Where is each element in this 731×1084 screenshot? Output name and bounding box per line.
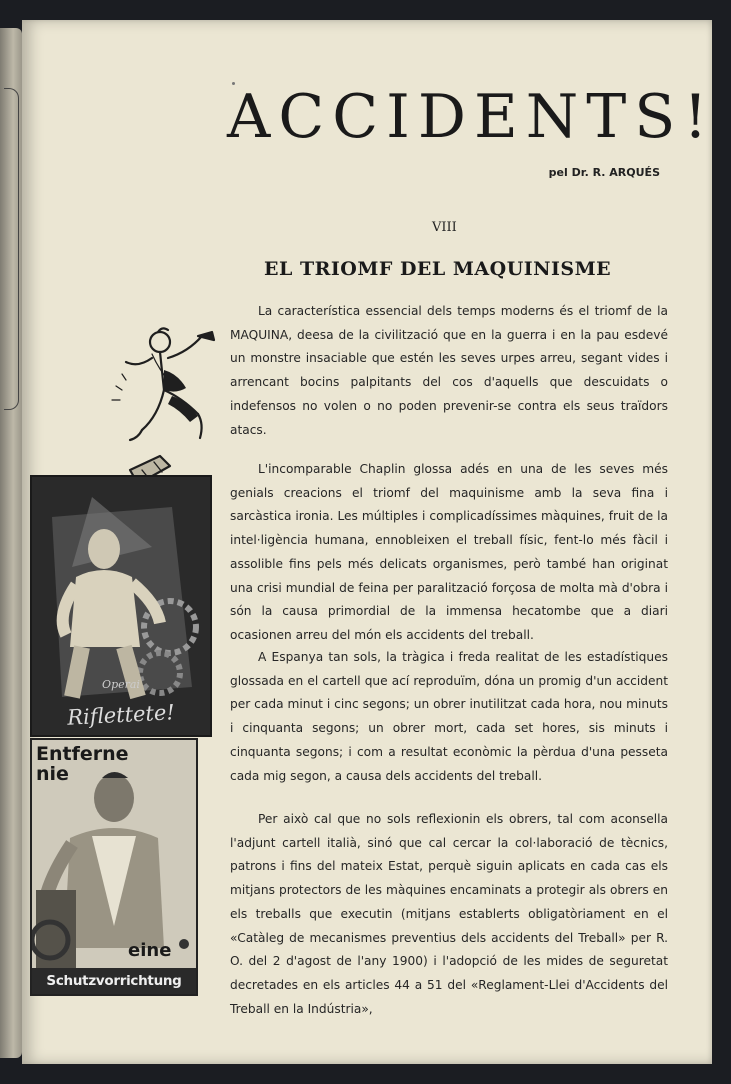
poster2-word: eine bbox=[128, 940, 172, 961]
article-title: ACCIDENTS! bbox=[227, 82, 716, 152]
paragraph: Per això cal que no sols reflexionin els obrers, tal com aconsella l'adjunt cartell italià, sinó que cal cercar la col·laboració de tècnics, patrons i fins del mateix Estat, perquè siguin aplicats en cada cas els mitjans protectors de les màquines encaminats a protegir als obrers en els treballs que executin (mitjans establerts obligatòriament en el «Catàleg de mecanismes preventius dels accidents del Treball» per R. O. del 2 d'agost de l'any 1900) i l'adopció de les mides de seguretat decretades en els articles 44 a 51 del «Reglament-Llei d'Accidents del Treball en la Indústria», bbox=[230, 812, 668, 1016]
chapter-number: VIII bbox=[432, 220, 457, 235]
paragraph: A Espanya tan sols, la tràgica i freda realitat de les estadístiques glossada en el cartell que ací reproduïm, dóna un promig d'un accident per cada minut i cinc segons; un obrer inutilitzat cada hora, nou minuts i cinquanta segons; un obrer mort, cada set hores, sis minuts i cinquanta segons; i com a resultat econòmic la pèrdua d'una pesseta cada mig segon, a causa dels accidents del treball. bbox=[230, 650, 668, 783]
poster1-caption: Riflettete! bbox=[66, 700, 176, 730]
leaping-man-illustration bbox=[102, 320, 232, 490]
poster1-subtitle: Operai bbox=[102, 678, 140, 691]
poster2-headline: Entferne nie bbox=[36, 743, 129, 785]
section-title: EL TRIOMF DEL MAQUINISME bbox=[264, 258, 612, 280]
poster2-footer: Schutzvorrichtung bbox=[32, 968, 196, 994]
facing-page-edge bbox=[0, 28, 22, 1058]
binding-line bbox=[4, 88, 19, 410]
article-author: pel Dr. R. ARQUÉS bbox=[548, 166, 660, 179]
book-page bbox=[22, 20, 716, 1064]
poster-worker-artwork bbox=[32, 477, 210, 735]
paragraph: L'incomparable Chaplin glossa adés en una de les seves més genials creacions el triomf del maquinisme amb la seva fina i sarcàstica ironia. Les múltiples i complicadíssimes màquines, fruit de la intel·ligència humana, ennobleixen el treball físic, fent-lo més fàcil i assolible fins pels més delicats organismes, però també han originat una crisi mundial de feina per paralització forçosa de molta mà d'obra i són la causa primordial de la immensa hecatombe que a diari ocasionen arreu del món els accidents del treball. bbox=[230, 462, 668, 642]
german-safety-poster bbox=[30, 738, 198, 996]
paragraph: La característica essencial dels temps moderns és el triomf de la MAQUINA, deesa de la civilització que en la guerra i en la pau esdevé un monstre insaciable que estén les seves urpes arreu, segant vides i arrencant bocins palpitants del cos d'aquells que descuidats o indefensos no volen o no poden prevenir-se contra els seus traïdors atacs. bbox=[230, 304, 668, 437]
italian-safety-poster bbox=[30, 475, 212, 737]
